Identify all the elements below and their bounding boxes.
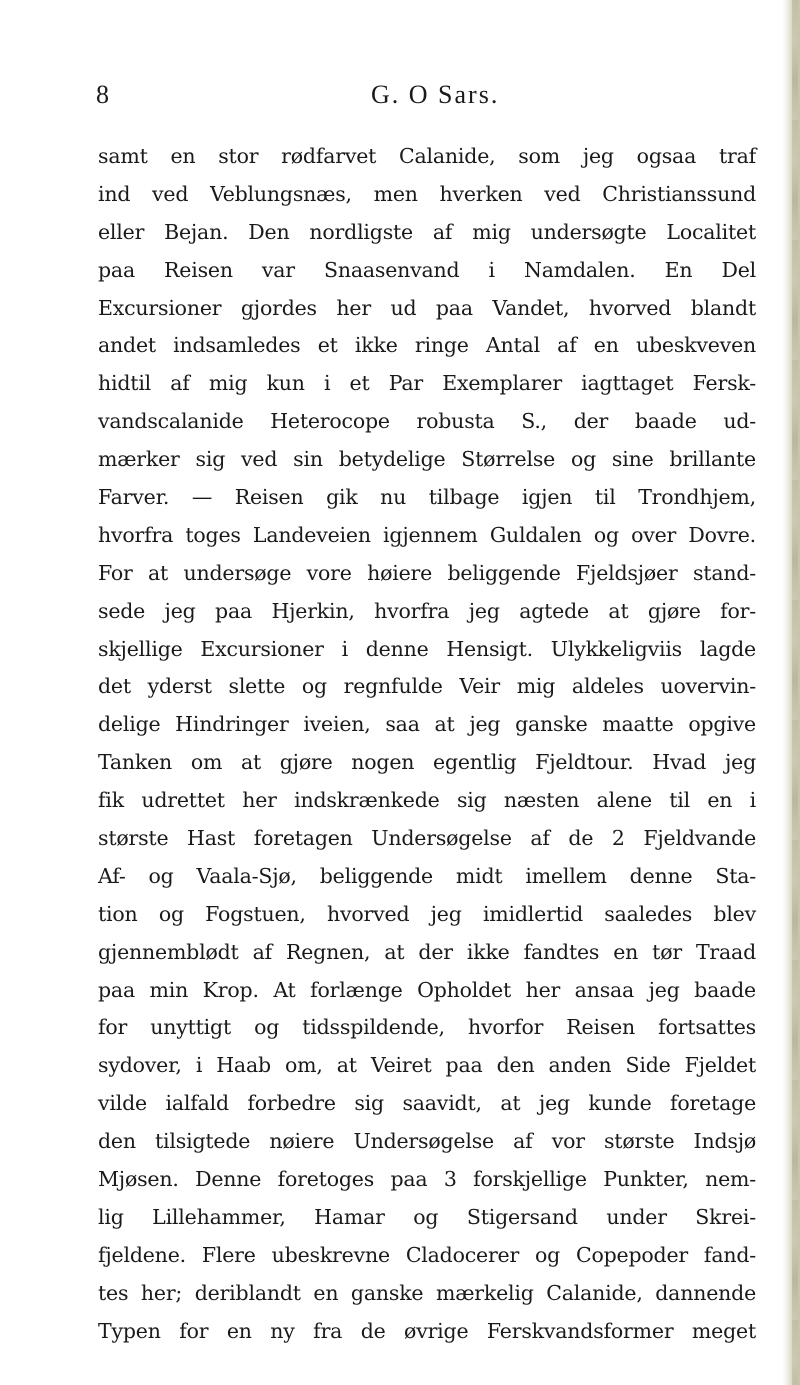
text-line: Tanken om at gjøre nogen egentlig Fjeldtour. Hvad jeg <box>98 750 756 775</box>
text-line: Excursioner gjordes her ud paa Vandet, hvorved blandt <box>98 295 756 320</box>
page-edge-texture <box>792 0 798 1385</box>
text-line: gjennemblødt af Regnen, at der ikke fandtes en tør Traad <box>98 939 756 964</box>
text-line: mærker sig ved sin betydelige Størrelse og sine brillante <box>98 447 756 472</box>
text-line: vandscalanide Heterocope robusta S., der baade ud- <box>98 409 756 434</box>
page-number: 8 <box>96 80 109 109</box>
text-line: hvorfra toges Landeveien igjennem Guldalen og over Dovre. <box>98 522 756 547</box>
body-text <box>98 138 756 1351</box>
text-line: For at undersøge vore høiere beliggende Fjeldsjøer stand- <box>98 560 756 585</box>
text-line: skjellige Excursioner i denne Hensigt. Ulykkeligviis lagde <box>98 636 756 661</box>
text-line: tes her; deriblandt en ganske mærkelig Calanide, dannende <box>98 1280 756 1305</box>
text-line: største Hast foretagen Undersøgelse af de 2 Fjeldvande <box>98 826 756 851</box>
text-line: Typen for en ny fra de øvrige Ferskvandsformer meget <box>98 1318 756 1343</box>
text-line: ind ved Veblungsnæs, men hverken ved Christianssund <box>98 181 756 206</box>
text-line: delige Hindringer iveien, saa at jeg ganske maatte opgive <box>98 712 756 737</box>
text-line: den tilsigtede nøiere Undersøgelse af vor største Indsjø <box>98 1129 756 1154</box>
text-line: eller Bejan. Den nordligste af mig undersøgte Localitet <box>98 219 756 244</box>
text-line: andet indsamledes et ikke ringe Antal af en ubeskveven <box>98 333 756 358</box>
text-line: Af- og Vaala-Sjø, beliggende midt imellem denne Sta- <box>98 863 756 888</box>
text-line: Farver. — Reisen gik nu tilbage igjen til Trondhjem, <box>98 485 756 510</box>
text-line: tion og Fogstuen, hvorved jeg imidlertid saaledes blev <box>98 901 756 926</box>
text-line: fik udrettet her indskrænkede sig næsten alene til en i <box>98 788 756 813</box>
text-line: lig Lillehammer, Hamar og Stigersand under Skrei- <box>98 1204 756 1229</box>
text-line: vilde ialfald forbedre sig saavidt, at jeg kunde foretage <box>98 1091 756 1116</box>
text-line: paa min Krop. At forlænge Opholdet her ansaa jeg baade <box>98 977 756 1002</box>
text-line: for unyttigt og tidsspildende, hvorfor Reisen fortsattes <box>98 1015 756 1040</box>
text-line: sydover, i Haab om, at Veiret paa den anden Side Fjeldet <box>98 1053 756 1078</box>
page-header <box>96 80 756 114</box>
text-line: det yderst slette og regnfulde Veir mig aldeles uovervin- <box>98 674 756 699</box>
running-head: G. O Sars. <box>371 80 500 109</box>
text-line: samt en stor rødfarvet Calanide, som jeg ogsaa traf <box>98 144 756 168</box>
text-line: Mjøsen. Denne foretoges paa 3 forskjellige Punkter, nem- <box>98 1167 756 1192</box>
text-line: hidtil af mig kun i et Par Exemplarer iagttaget Fersk- <box>98 371 756 396</box>
text-line: sede jeg paa Hjerkin, hvorfra jeg agtede at gjøre for- <box>98 598 756 623</box>
text-line: paa Reisen var Snaasenvand i Namdalen. En Del <box>98 257 756 282</box>
text-line: fjeldene. Flere ubeskrevne Cladocerer og Copepoder fand- <box>98 1242 756 1267</box>
